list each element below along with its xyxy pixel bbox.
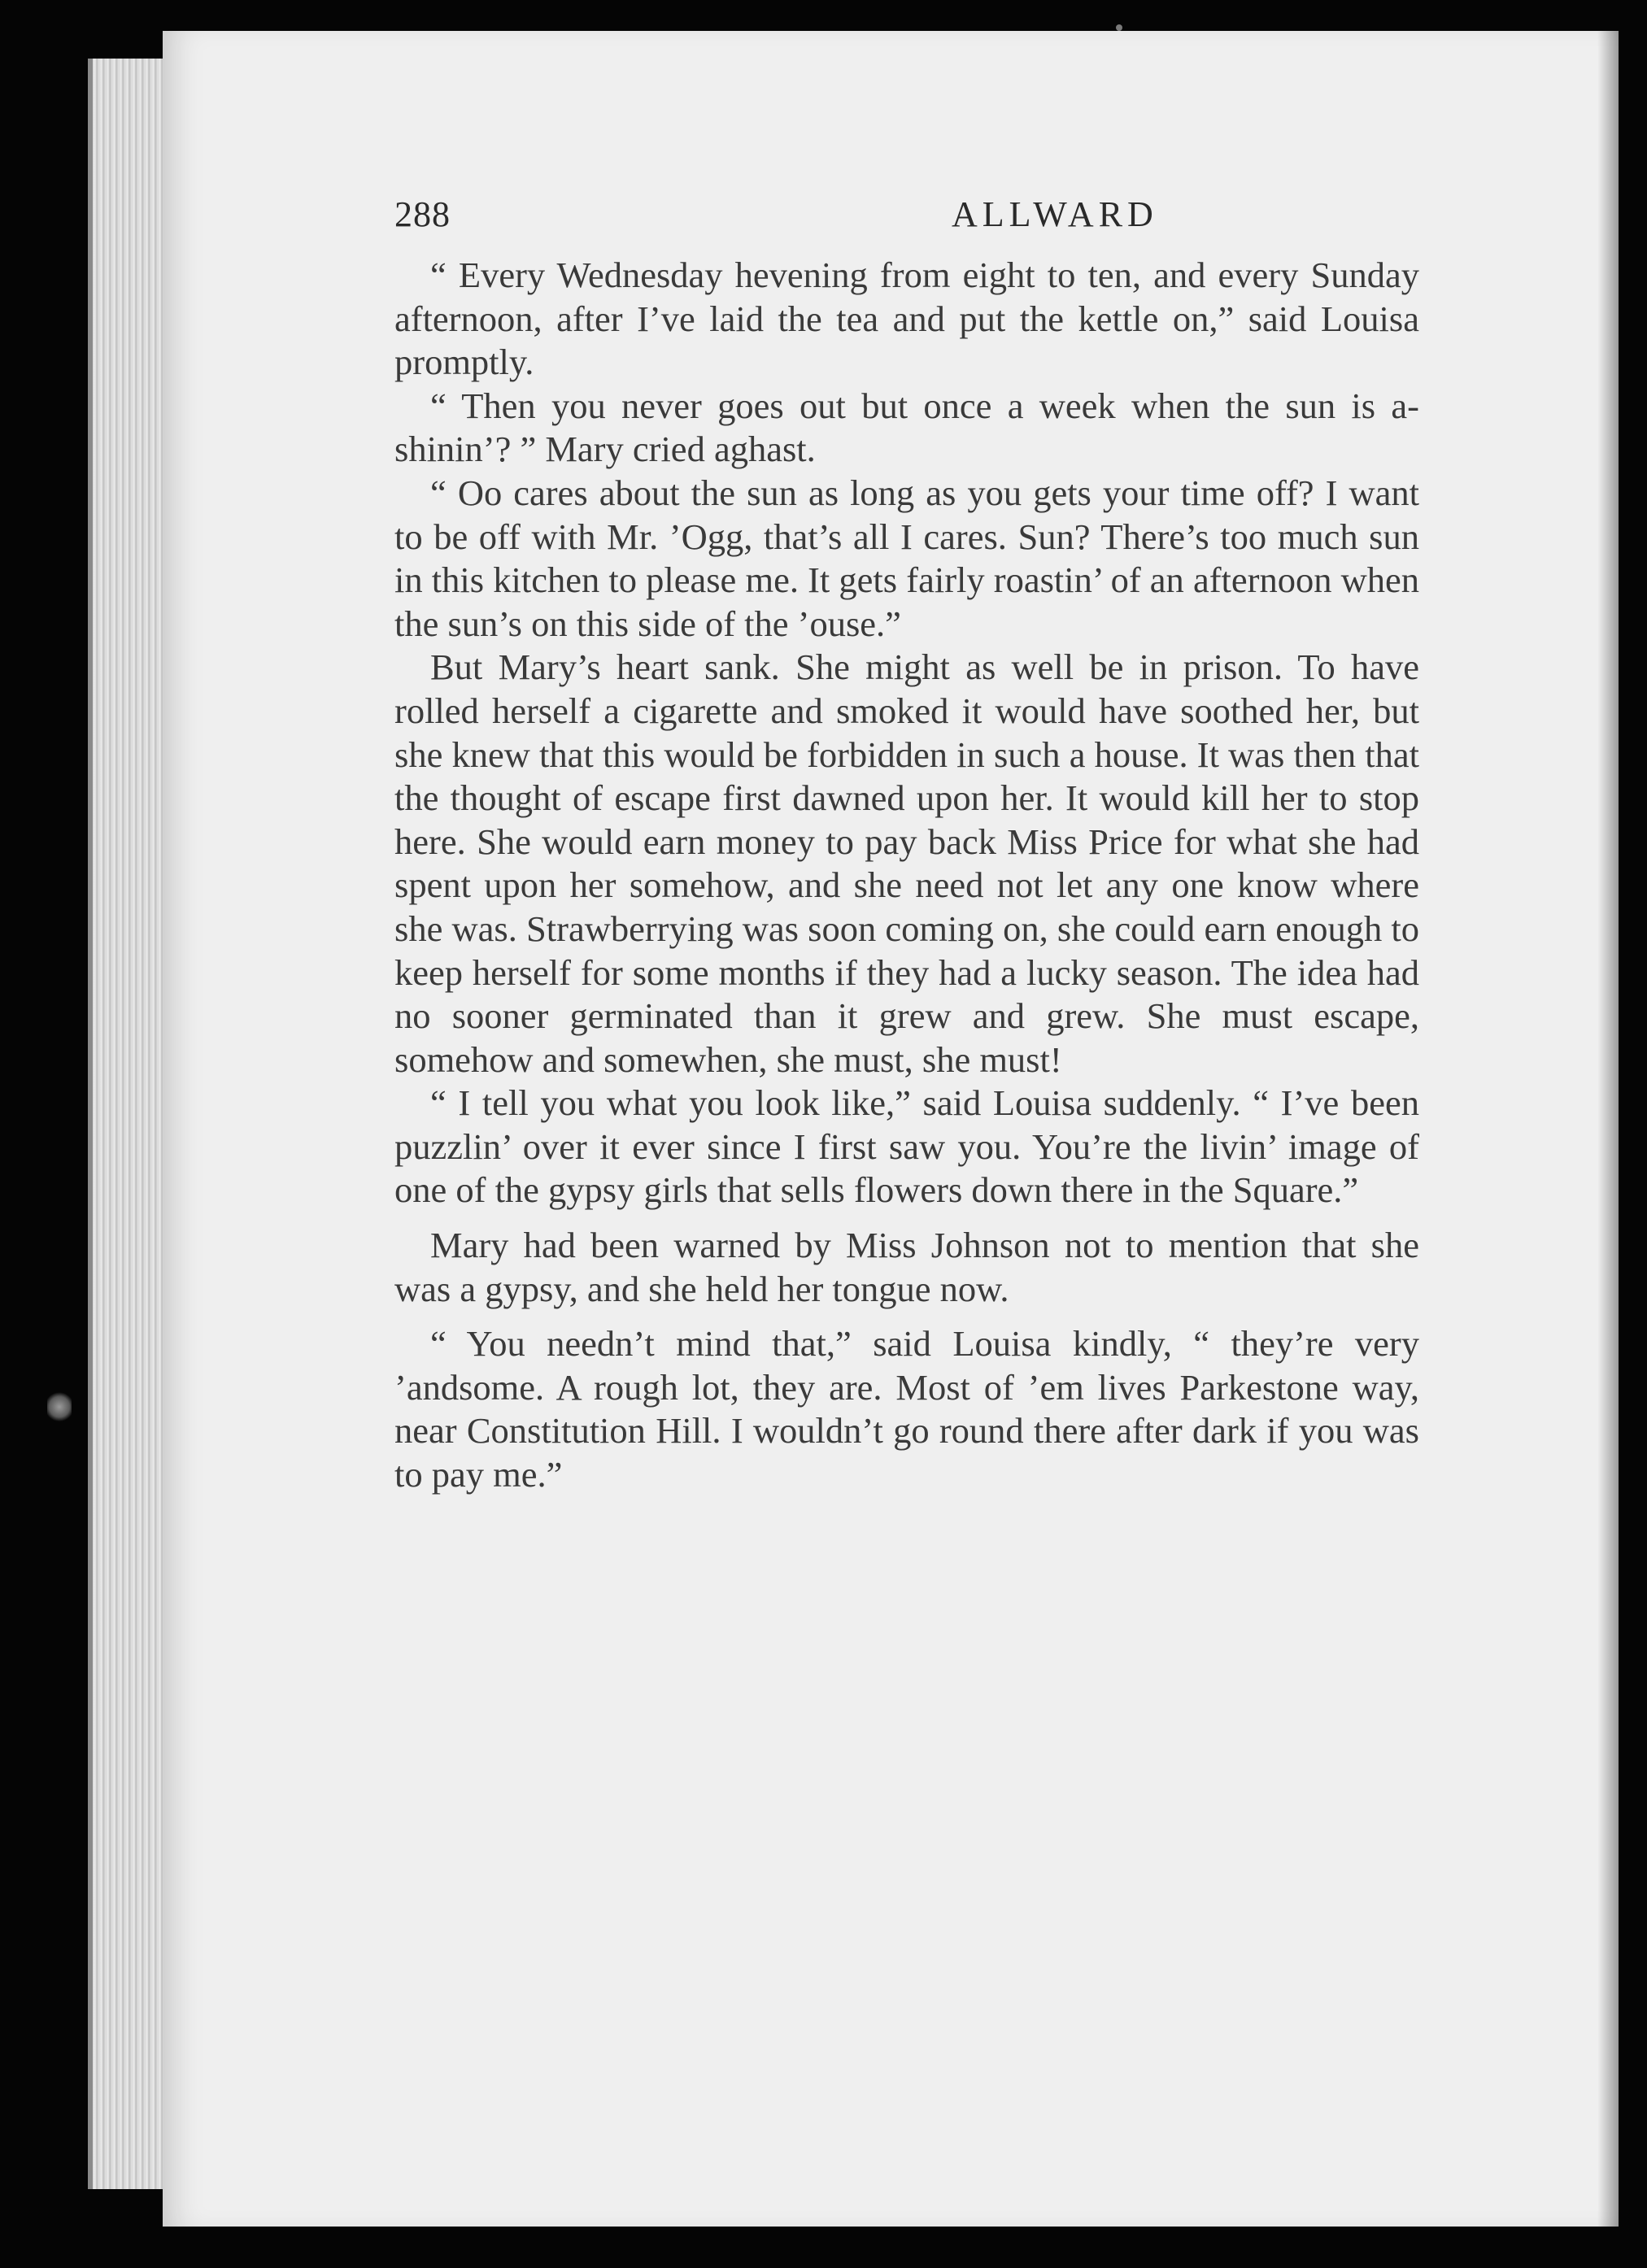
paragraph: “ Then you never goes out but once a week when the sun is a-shinin’? ” Mary cried aghast. [394,385,1419,470]
paragraph: “ You needn’t mind that,” said Louisa kindly, “ they’re very ’andsome. A rough lot, they are. Most of ’em lives Parkestone way, near Constitution Hill. I wouldn’t go round there after dark if you was to pay me.” [394,1323,1419,1495]
page-header [394,194,1582,259]
paragraph: “ Oo cares about the sun as long as you gets your time off? I want to be off with Mr. ’Ogg, that’s all I cares. Sun? There’s too much sun in this kitchen to please me. It gets fairly roastin’ of an afternoon when the sun’s on this side of the ’ouse.” [394,472,1419,644]
margin-smudge [47,1391,72,1423]
running-head: ALLWARD [952,194,1158,234]
paragraph: Mary had been warned by Miss Johnson not to mention that she was a gypsy, and she held her tongue now. [394,1225,1419,1309]
paragraph: “ I tell you what you look like,” said Louisa suddenly. “ I’ve been puzzlin’ over it ever since I first saw you. You’re the livin’ image of one of the gypsy girls that sells flowers down there in the Square.” [394,1082,1419,1211]
dust-speck [1116,24,1122,31]
body-text [394,254,1419,1497]
paragraph: “ Every Wednesday hevening from eight to ten, and every Sunday afternoon, after I’ve laid the tea and put the kettle on,” said Louisa promptly. [394,255,1419,383]
paragraph: But Mary’s heart sank. She might as well be in prison. To have rolled herself a cigarette and smoked it would have soothed her, but she knew that this would be forbidden in such a house. It was then that the thought of escape first dawned upon her. It would kill her to stop here. She would earn money to pay back Miss Price for what she had spent upon her somehow, and she need not let any one know where she was. Strawberrying was soon coming on, she could earn enough to keep herself for some months if they had a lucky season. The idea had no sooner germinated than it grew and grew. She must escape, somehow and somewhen, she must, she must! [394,646,1419,1080]
page-number: 288 [394,194,451,234]
spine-shadow [1597,31,1619,2227]
